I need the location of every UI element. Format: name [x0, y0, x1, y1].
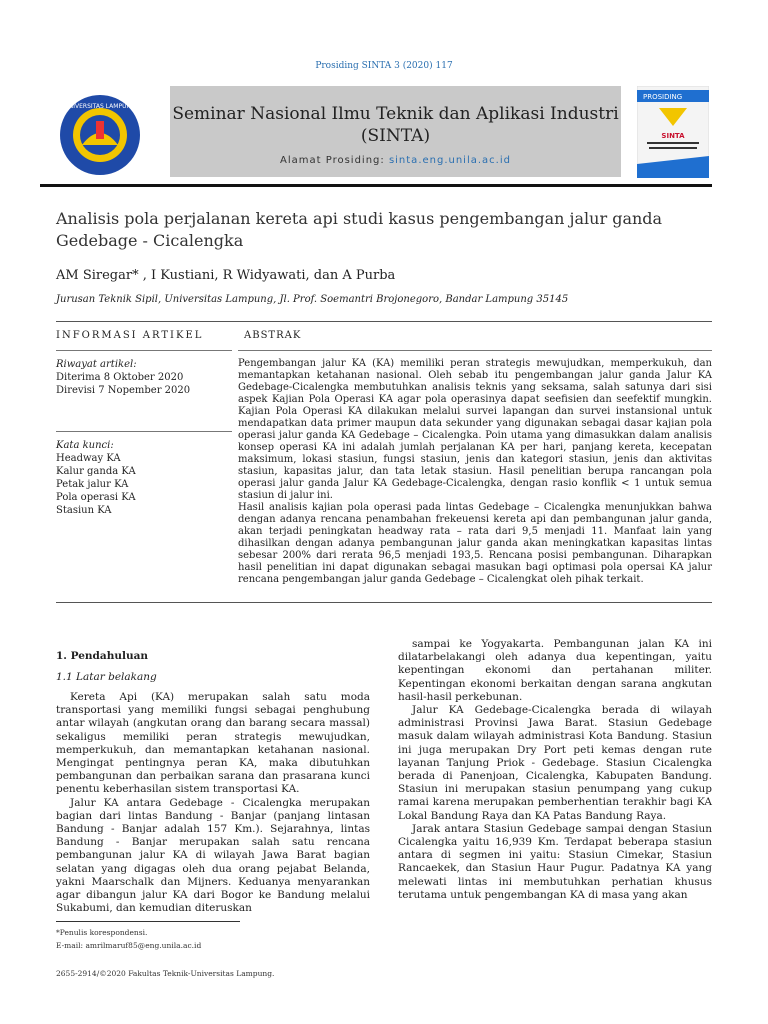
abstract-heading-divider	[238, 350, 712, 351]
university-logo	[52, 91, 148, 179]
keyword-item: Stasiun KA	[56, 505, 112, 516]
address-label: Alamat Prosiding:	[280, 155, 389, 166]
conference-title-line-2: (SINTA)	[360, 126, 431, 146]
keyword-item: Headway KA	[56, 453, 121, 464]
body-right-column	[398, 638, 712, 902]
footnote-corresponding: *Penulis korespondensi.	[56, 928, 148, 937]
keyword-item: Kalur ganda KA	[56, 466, 136, 477]
article-info-heading: INFORMASI ARTIKEL	[56, 330, 204, 341]
subsection-heading: 1.1 Latar belakang	[56, 671, 157, 683]
abstract-body	[238, 358, 712, 586]
abstract-heading: ABSTRAK	[244, 330, 302, 341]
affiliation: Jurusan Teknik Sipil, Universitas Lampung, Jl. Prof. Soemantri Brojonegoro, Bandar Lampung 35145	[56, 294, 569, 305]
conference-title-line-1: Seminar Nasional Ilmu Teknik dan Aplikasi Industri	[172, 104, 619, 124]
header-divider	[40, 184, 712, 187]
abstract-paragraph: Pengembangan jalur KA (KA) memiliki peran strategis mewujudkan, memperkukuh, dan memantapkan ketahanan nasional. Oleh sebab itu pengembangan jalur ganda Jalur KA Gedebage-Cicalengka membutuhkan analisis teknis yang seksama, salah satunya dari sisi aspek Kajian Pola Operasi KA agar pola operasinya dapat seefisien dan seefektif mungkin. Kajian Pola Operasi KA dilakukan melalui survei lapangan dan survei instansional untuk mendapatkan data primer maupun data sekunder yang digunakan sebagai dasar kajian pola operasi jalur ganda KA Gedebage – Cicalengka. Poin utama yang dimasukkan dalam analisis konsep operasi KA ini adalah jumlah perjalanan KA per hari, panjang kereta, kecepatan maksimum, lokasi stasiun, fungsi stasiun, jenis dan kategori stasiun, jenis dan aktivitas stasiun, kapasitas jalur, dan tata letak stasiun. Hasil penelitian berupa rancangan pola operasi jalur ganda Jalur KA Gedebage-Cicalengka, dengan rasio konflik < 1 untuk semua stasiun di jalur ini.	[238, 358, 712, 501]
body-paragraph: Jarak antara Stasiun Gedebage sampai dengan Stasiun Cicalengka yaitu 16,939 Km. Terdapat beberapa stasiun antara di segmen ini yaitu: Stasiun Cimekar, Stasiun Rancaekek, dan Stasiun Haur Pugur. Padatnya KA yang melewati lintas ini membutuhkan perhatian khusus terutama untuk pengembangan KA di masa yang akan	[398, 822, 712, 901]
body-paragraph: Kereta Api (KA) merupakan salah satu moda transportasi yang memiliki fungsi sebagai penghubung antar wilayah (angkutan orang dan barang secara massal) sekaligus memiliki peran strategis mewujudkan, memperkukuh, dan memantapkan ketahanan nasional. Mengingat pentingnya peran KA, maka dibutuhkan pembangunan dan perbaikan sarana dan prasarana kunci penentu keberhasilan sistem transportasi KA.	[56, 691, 370, 796]
history-label: Riwayat artikel:	[56, 359, 137, 370]
info-heading-divider	[56, 350, 232, 351]
abstract-bottom-divider	[56, 602, 712, 603]
body-left-column	[56, 691, 370, 915]
cover-title: PROSIDING	[643, 93, 683, 101]
revised-date: Direvisi 7 Nopember 2020	[56, 385, 191, 396]
conference-address	[170, 155, 621, 166]
history-divider	[56, 431, 232, 432]
body-paragraph: sampai ke Yogyakarta. Pembangunan jalan KA ini dilatarbelakangi oleh adanya dua kepentingan, yaitu kepentingan ekonomi dan pertahanan militer. Kepentingan ekonomi berkaitan dengan sarana angkutan hasil-hasil perkebunan.	[398, 638, 712, 703]
article-history	[56, 358, 190, 397]
keywords	[56, 439, 136, 517]
info-top-divider	[56, 321, 712, 322]
abstract-paragraph: Hasil analisis kajian pola operasi pada lintas Gedebage – Cicalengka menunjukkan bahwa dengan adanya rencana penambahan frekeuensi kereta api dan pembangunan jalur ganda, akan terjadi peningkatan headway rata – rata dari 9,5 menjadi 11. Manfaat lain yang dihasilkan dengan adanya pembangunan jalur ganda akan meningkatkan kapasitas lintas sebesar 200% dari rerata 96,5 menjadi 193,5. Rencana posisi pembangunan. Diharapkan hasil penelitian ini dapat digunakan sebagai masukan bagi optimasi pola opersai KA jalur rencana pengembangan jalur ganda Gedebage – Cicalengkat oleh pihak terkait.	[238, 502, 712, 585]
footnote-email: E-mail: amrilmaruf85@eng.unila.ac.id	[56, 941, 202, 950]
logo-text: UNIVERSITAS LAMPUNG	[64, 103, 136, 110]
address-link[interactable]: sinta.eng.unila.ac.id	[388, 155, 511, 166]
keyword-item: Petak jalur KA	[56, 479, 129, 490]
footnote-rule	[56, 921, 240, 922]
authors: AM Siregar* , I Kustiani, R Widyawati, dan A Purba	[56, 268, 396, 283]
section-heading: 1. Pendahuluan	[56, 650, 149, 662]
received-date: Diterima 8 Oktober 2020	[56, 372, 184, 383]
cover-subtitle: SINTA	[661, 132, 685, 140]
conference-title	[170, 103, 621, 147]
body-paragraph: Jalur KA antara Gedebage - Cicalengka merupakan bagian dari lintas Bandung - Banjar (panjang lintasan Bandung - Banjar adalah 157 Km.). Sejarahnya, lintas Bandung - Banjar merupakan salah satu rencana pembangunan jalur KA di wilayah Jawa Barat bagian selatan yang digagas oleh dua orang pejabat Belanda, yakni Maarschalk dan Mijners. Keduanya menyarankan agar dibangun jalur KA dari Bogor ke Bandung melalui Sukabumi, dan kemudian diteruskan	[56, 796, 370, 915]
footnote-issn: 2655-2914/©2020 Fakultas Teknik-Universitas Lampung.	[56, 969, 275, 978]
keyword-item: Pola operasi KA	[56, 492, 136, 503]
keywords-label: Kata kunci:	[56, 440, 114, 451]
proceedings-cover-logo	[637, 86, 709, 178]
journal-citation: Prosiding SINTA 3 (2020) 117	[315, 61, 453, 71]
paper-title: Analisis pola perjalanan kereta api studi kasus pengembangan jalur ganda Gedebage - Cicalengka	[56, 209, 663, 250]
body-paragraph: Jalur KA Gedebage-Cicalengka berada di wilayah administrasi Provinsi Jawa Barat. Stasiun Gedebage masuk dalam wilayah administrasi Kota Bandung. Stasiun ini juga merupakan Dry Port peti kemas dengan rute layanan Tanjung Priok - Gedebage. Stasiun Cicalengka berada di Panenjoan, Cicalengka, Kabupaten Bandung. Stasiun ini merupakan stasiun penumpang yang cukup ramai karena merupakan pemberhentian terakhir bagi KA Lokal Bandung Raya dan KA Patas Bandung Raya.	[398, 704, 712, 822]
